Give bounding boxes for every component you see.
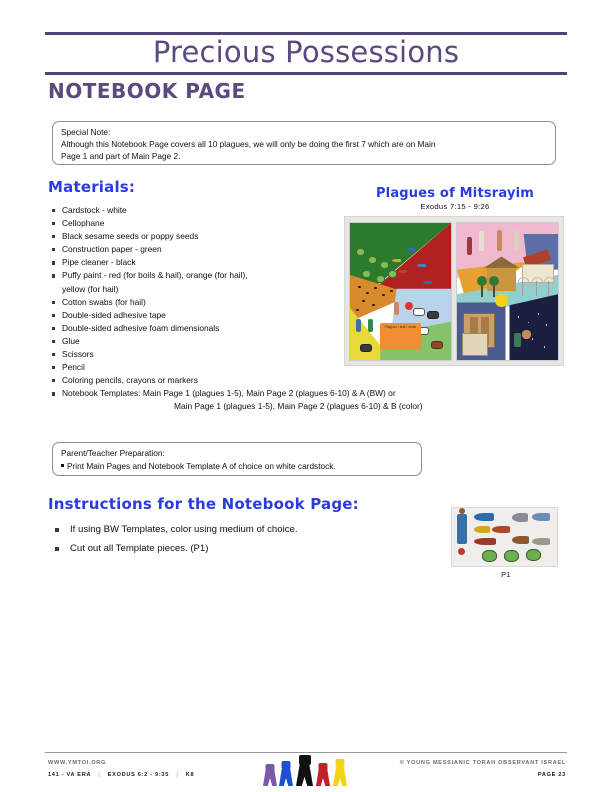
- plagues-figure-title: Plagues of Mitsrayim: [375, 186, 535, 201]
- footer-lesson-number: 141 - VA ERA: [48, 772, 92, 778]
- notebook-spread: [349, 222, 559, 361]
- list-item-label: Cotton swabs (for hail): [62, 296, 146, 307]
- list-item-label: Scissors: [62, 349, 94, 360]
- p1-figure: [452, 508, 560, 579]
- person-icon: [514, 333, 521, 347]
- list-item-label: Coloring pencils, crayons or markers: [62, 375, 198, 386]
- boil-icon: [405, 302, 413, 310]
- fish-cutout-icon: [532, 538, 550, 545]
- person-icon: [467, 237, 472, 255]
- list-item: [52, 243, 372, 256]
- list-item-label: If using BW Templates, color using medium of choice.: [70, 524, 298, 535]
- list-item-label: Double-sided adhesive foam dimensionals: [62, 322, 220, 333]
- pharaoh-icon: [514, 231, 519, 250]
- bullet-square-icon: [52, 314, 55, 317]
- plague-caption-label: Plagues / text / verse: [380, 323, 420, 350]
- footer-rule: [45, 752, 567, 753]
- fish-cutout-icon: [474, 538, 496, 545]
- logo-figure-black: [296, 755, 313, 786]
- lice-icon: [366, 292, 369, 294]
- livestock-icon: [360, 344, 372, 352]
- materials-heading: Materials:: [48, 178, 136, 196]
- plagues-figure: [345, 186, 565, 365]
- person-icon: [356, 319, 361, 332]
- list-item: [52, 309, 372, 322]
- list-item-label: Construction paper - green: [62, 244, 162, 255]
- person-icon: [497, 230, 502, 251]
- list-item: [52, 204, 372, 217]
- footer-page-number: PAGE 23: [537, 772, 566, 778]
- list-item-label: Pencil: [62, 362, 85, 373]
- fish-cutout-icon: [474, 526, 490, 533]
- footer-code: K8: [185, 772, 195, 778]
- special-note-line-1: Although this Notebook Page covers all 10 plagues, we will only be doing the first 7 which are on Main: [61, 139, 436, 150]
- footer-separator: |: [176, 772, 179, 778]
- page-title: Precious Possessions: [152, 35, 460, 69]
- list-item: [52, 217, 372, 230]
- bullet-square-icon: [55, 528, 59, 532]
- list-item-continuation: yellow (for hail): [62, 283, 119, 294]
- frog-cutout-icon: [526, 549, 541, 561]
- list-item-label: Double-sided adhesive tape: [62, 309, 166, 320]
- bullet-square-icon: [55, 547, 59, 551]
- frog-icon: [376, 275, 385, 283]
- bullet-square-icon: [52, 301, 55, 304]
- prep-bullet-item: [61, 461, 414, 472]
- special-note-heading: Special Note:: [61, 127, 111, 137]
- p1-cutouts-photo: [452, 508, 557, 566]
- logo-figure-blue: [279, 761, 293, 786]
- footer-copyright: © YOUNG MESSIANIC TORAH OBSERVANT ISRAEL: [399, 760, 566, 766]
- list-item: [52, 539, 432, 558]
- tree-icon: [493, 283, 495, 297]
- footer-separator: |: [98, 772, 101, 778]
- frog-cutout-icon: [482, 550, 497, 562]
- bullet-square-icon: [52, 248, 55, 251]
- special-note-box: [52, 121, 556, 165]
- person-icon: [368, 319, 373, 332]
- livestock-icon: [427, 311, 439, 319]
- list-item-label: Cut out all Template pieces. (P1): [70, 543, 209, 554]
- fish-cutout-icon: [474, 513, 494, 521]
- bullet-square-icon: [52, 209, 55, 212]
- prep-bullet-label: Print Main Pages and Notebook Template A of choice on white cardstock.: [67, 461, 336, 472]
- list-item-label: Glue: [62, 335, 80, 346]
- list-item: [52, 335, 372, 348]
- person-icon: [522, 330, 531, 339]
- parent-teacher-prep-box: [52, 442, 422, 476]
- main-page-2-leaf: [456, 222, 559, 361]
- bullet-square-icon: [52, 379, 55, 382]
- list-item-label: Cellophane: [62, 218, 105, 229]
- fish-icon: [423, 281, 432, 284]
- fish-icon: [392, 259, 401, 262]
- list-item: [52, 269, 372, 295]
- list-item: [52, 348, 372, 361]
- bullet-square-icon: [52, 340, 55, 343]
- list-item: [52, 520, 432, 539]
- bullet-square-icon: [52, 353, 55, 356]
- livestock-icon: [413, 308, 425, 316]
- red-dot-icon: [458, 548, 465, 555]
- bullet-square-icon: [52, 392, 55, 395]
- header-rule-bottom: [45, 72, 567, 75]
- bare-tree-icon: [548, 281, 550, 296]
- main-page-1-leaf: [349, 222, 452, 361]
- list-item: [52, 361, 372, 374]
- list-item: [52, 256, 372, 269]
- person-icon: [394, 302, 399, 315]
- bullet-square-icon: [52, 222, 55, 225]
- frog-icon: [356, 248, 365, 256]
- bullet-square-icon: [52, 327, 55, 330]
- logo-figure-yellow: [333, 759, 347, 786]
- person-icon: [479, 231, 484, 251]
- organization-logo: [263, 754, 351, 786]
- fish-cutout-icon: [532, 513, 550, 521]
- plagues-notebook-photo: [345, 217, 563, 365]
- hebrew-tablet-icon: [462, 333, 488, 356]
- footer-website-url[interactable]: WWW.YMTOI.ORG: [48, 760, 107, 766]
- frog-icon: [368, 256, 377, 264]
- list-item-label: Notebook Templates: Main Page 1 (plagues 1-5), Main Page 2 (plagues 6-10) & A (BW) or: [62, 388, 396, 399]
- person-cutout-icon: [457, 514, 467, 544]
- bullet-square-icon: [61, 464, 64, 467]
- instructions-heading: Instructions for the Notebook Page:: [48, 495, 359, 513]
- lice-icon: [372, 304, 375, 306]
- list-item-label: Black sesame seeds or poppy seeds: [62, 231, 199, 242]
- plagues-figure-subtitle: Exodus 7:15 - 9:26: [420, 202, 490, 211]
- bare-tree-icon: [536, 281, 538, 296]
- star-icon: [518, 316, 520, 318]
- fish-icon: [407, 248, 416, 251]
- list-item: [52, 387, 492, 413]
- list-item: [52, 322, 372, 335]
- instructions-list: [52, 520, 432, 558]
- footer-scripture-reference: EXODUS 6:2 - 9:35: [107, 772, 170, 778]
- frog-cutout-icon: [504, 550, 519, 562]
- frog-icon: [388, 270, 397, 278]
- p1-caption: P1: [501, 570, 511, 579]
- lice-icon: [362, 300, 365, 302]
- section-title: NOTEBOOK PAGE: [48, 79, 246, 103]
- bullet-square-icon: [52, 366, 55, 369]
- list-item-label: Cardstock - white: [62, 205, 127, 215]
- special-note-line-2: Page 1 and part of Main Page 2.: [61, 150, 181, 161]
- logo-figure-purple: [263, 764, 277, 786]
- list-item-continuation: Main Page 1 (plagues 1-5), Main Page 2 (plagues 6-10) & B (color): [174, 401, 423, 412]
- prep-heading: Parent/Teacher Preparation:: [61, 448, 165, 458]
- bare-tree-icon: [522, 281, 524, 296]
- bullet-square-icon: [52, 261, 55, 264]
- list-item: [52, 230, 372, 243]
- list-item: [52, 296, 372, 309]
- logo-figure-red: [316, 763, 330, 786]
- bullet-square-icon: [52, 274, 55, 277]
- list-item-label: Pipe cleaner - black: [62, 257, 136, 268]
- fish-cutout-icon: [492, 526, 510, 533]
- list-item: [52, 374, 372, 387]
- frog-icon: [362, 270, 371, 278]
- fish-cutout-icon: [512, 536, 529, 544]
- livestock-icon: [431, 341, 443, 349]
- footer-lesson-meta: [48, 772, 194, 778]
- tree-icon: [481, 283, 483, 297]
- fish-icon: [398, 270, 407, 273]
- bullet-square-icon: [52, 235, 55, 238]
- list-item-label: Puffy paint - red (for boils & hail), orange (for hail),: [62, 270, 248, 281]
- fish-cutout-icon: [512, 513, 528, 522]
